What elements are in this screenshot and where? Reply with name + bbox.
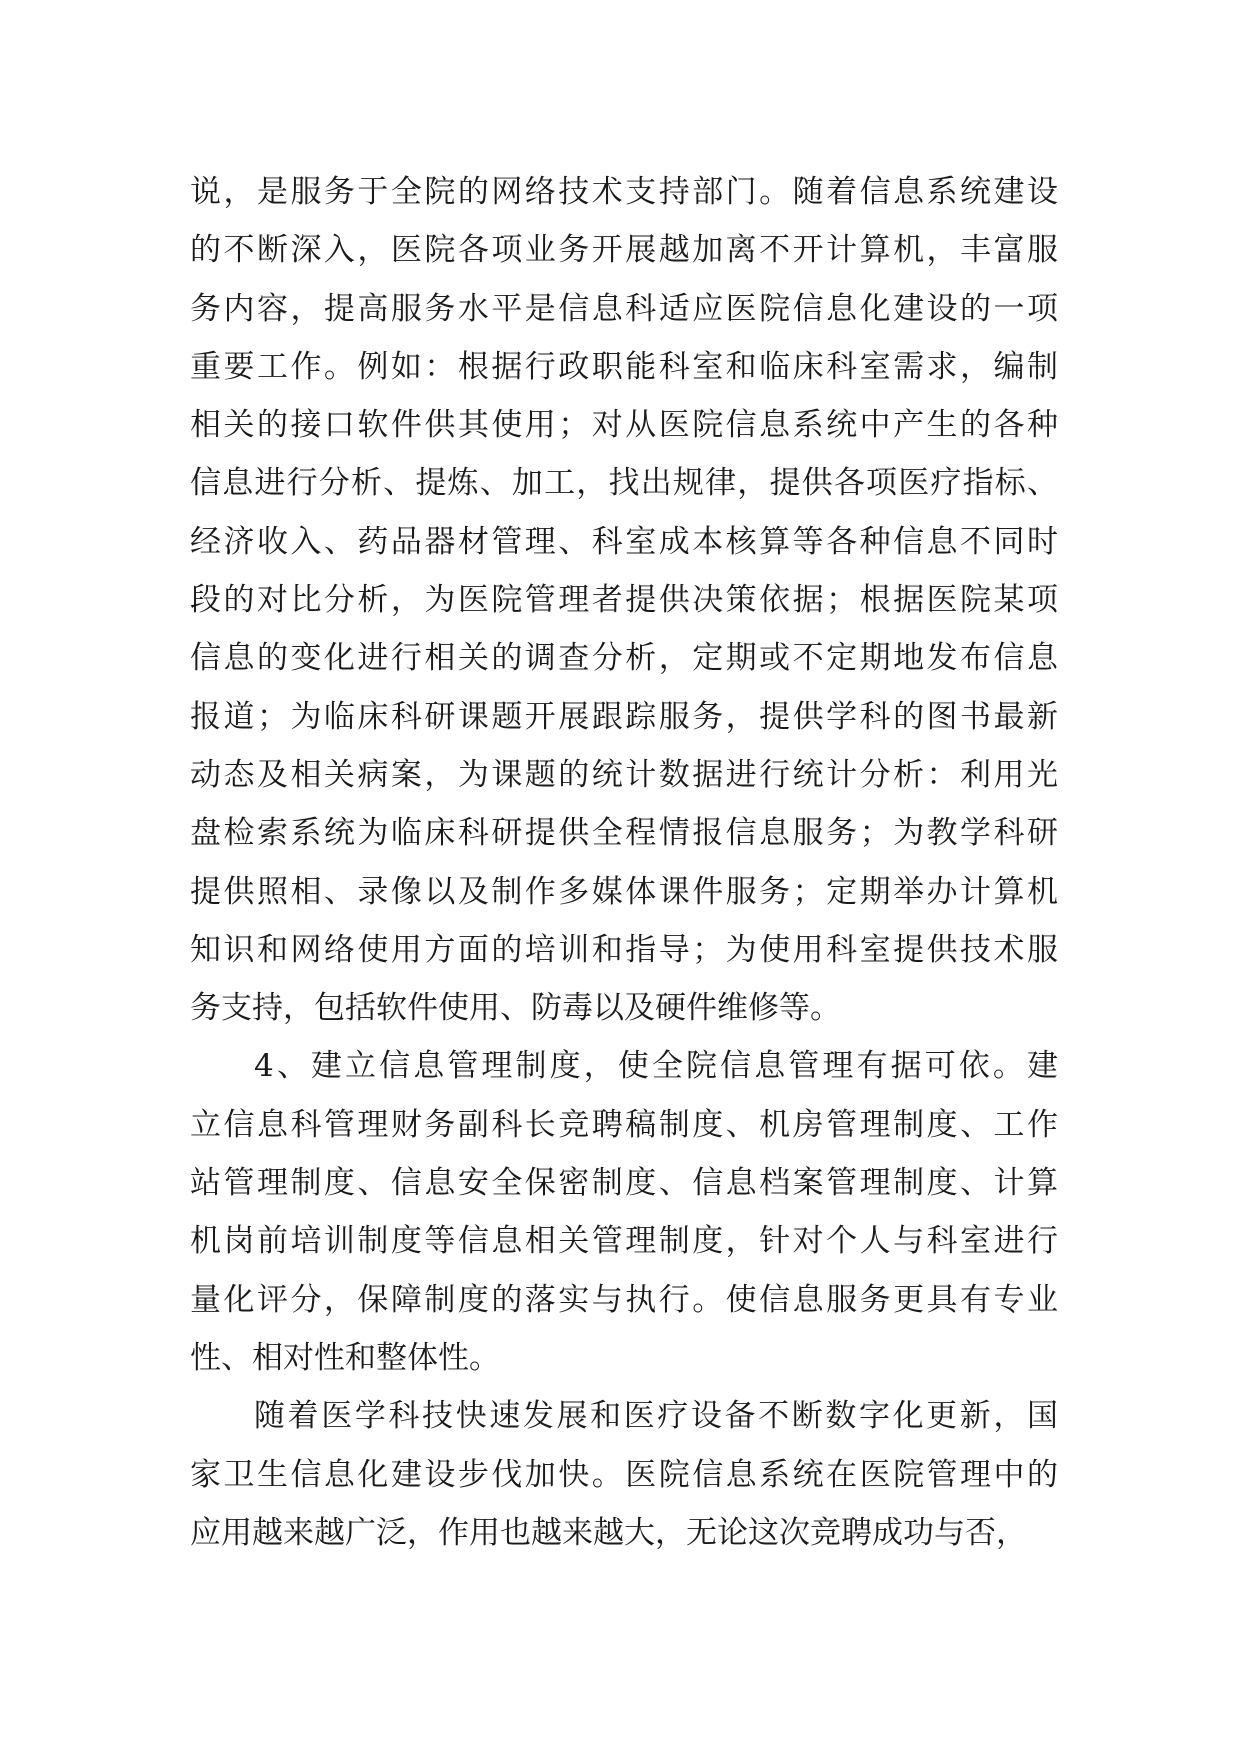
paragraph	[190, 163, 1058, 1037]
text-line: 信息进行分析、提炼、加工，找出规律，提供各项医疗指标、	[190, 465, 1058, 502]
text-line: 立信息科管理财务副科长竞聘稿制度、机房管理制度、工作	[190, 1106, 1058, 1143]
text-line: 知识和网络使用方面的培训和指导；为使用科室提供技术服	[190, 931, 1058, 968]
text-line: 的不断深入，医院各项业务开展越加离不开计算机，丰富服	[190, 232, 1058, 269]
text-line: 站管理制度、信息安全保密制度、信息档案管理制度、计算	[190, 1165, 1058, 1202]
text-line: 动态及相关病案，为课题的统计数据进行统计分析：利用光	[190, 756, 1058, 793]
text-line: 务支持，包括软件使用、防毒以及硬件维修等。	[190, 990, 841, 1027]
text-line: 务内容，提高服务水平是信息科适应医院信息化建设的一项	[190, 290, 1058, 327]
text-line: 报道；为临床科研课题开展跟踪服务，提供学科的图书最新	[190, 698, 1058, 735]
text-line: 性、相对性和整体性。	[190, 1339, 500, 1376]
paragraph	[190, 1387, 1058, 1562]
text-line: 应用越来越广泛，作用也越来越大，无论这次竞聘成功与否，	[190, 1514, 1027, 1551]
text-line: 说，是服务于全院的网络技术支持部门。随着信息系统建设	[190, 174, 1058, 210]
text-line: 量化评分，保障制度的落实与执行。使信息服务更具有专业	[190, 1281, 1058, 1318]
text-line: 机岗前培训制度等信息相关管理制度，针对个人与科室进行	[190, 1223, 1058, 1260]
text-line: 家卫生信息化建设步伐加快。医院信息系统在医院管理中的	[190, 1456, 1058, 1493]
text-line: 随着医学科技快速发展和医疗设备不断数字化更新，国	[254, 1398, 1058, 1435]
text-line: 段的对比分析，为医院管理者提供决策依据；根据医院某项	[190, 582, 1058, 619]
paragraph	[190, 1037, 1058, 1387]
text-line: 信息的变化进行相关的调查分析，定期或不定期地发布信息	[190, 640, 1058, 677]
text-line: 重要工作。例如：根据行政职能科室和临床科室需求，编制	[190, 348, 1058, 385]
text-line: 盘检索系统为临床科研提供全程情报信息服务；为教学科研	[190, 815, 1058, 852]
text-line: 相关的接口软件供其使用；对从医院信息系统中产生的各种	[190, 407, 1058, 444]
text-line: 提供照相、录像以及制作多媒体课件服务；定期举办计算机	[190, 873, 1058, 910]
text-line: 4、建立信息管理制度，使全院信息管理有据可依。建	[254, 1048, 1058, 1085]
document-body	[190, 163, 1058, 1562]
text-line: 经济收入、药品器材管理、科室成本核算等各种信息不同时	[190, 523, 1058, 560]
